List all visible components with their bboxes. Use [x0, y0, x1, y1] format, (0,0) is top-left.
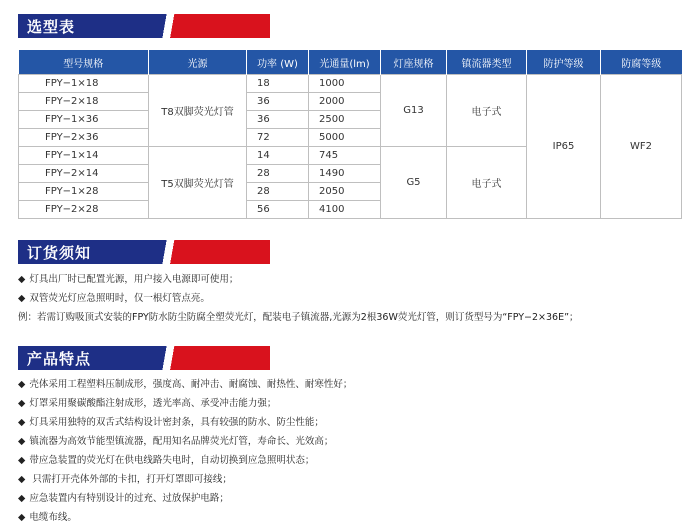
feature-text: 灯罩采用聚碳酸酯注射成形，透光率高、承受冲击能力强；	[29, 398, 277, 409]
cell-source: T8双脚荧光灯管	[149, 75, 247, 147]
list-item	[18, 489, 678, 508]
cell-protection: IP65	[527, 75, 601, 219]
cell-model: FPY−1×14	[19, 147, 149, 165]
list-item	[18, 451, 678, 470]
diamond-bullet-icon: ◆	[18, 379, 26, 390]
diamond-bullet-icon: ◆	[18, 417, 26, 428]
cell-anticorrosion: WF2	[601, 75, 682, 219]
feature-text: 只需打开壳体外部的卡扣，打开灯罩即可接线；	[29, 474, 232, 485]
cell-model: FPY−2×28	[19, 201, 149, 219]
table-row	[19, 75, 682, 93]
header-ballast: 镇流器类型	[447, 50, 527, 75]
cell-model: FPY−2×14	[19, 165, 149, 183]
feature-text: 镇流器为高效节能型镇流器，配用知名品牌荧光灯管，寿命长、光效高；	[29, 436, 334, 447]
cell-socket: G13	[381, 75, 447, 147]
cell-ballast: 电子式	[447, 75, 527, 147]
diamond-bullet-icon: ◆	[18, 436, 26, 447]
cell-power: 56	[247, 201, 309, 219]
header-model: 型号规格	[19, 50, 149, 75]
diamond-bullet-icon: ◆	[18, 293, 26, 304]
cell-model: FPY−2×18	[19, 93, 149, 111]
cell-socket: G5	[381, 147, 447, 219]
header-anticorrosion: 防腐等级	[601, 50, 682, 75]
list-item	[18, 470, 678, 489]
cell-flux: 2500	[309, 111, 381, 129]
cell-flux: 5000	[309, 129, 381, 147]
ordering-note-text: 灯具出厂时已配置光源，用户接入电源即可使用；	[29, 274, 239, 285]
header-power: 功率 (W)	[247, 50, 309, 75]
table-header-row	[19, 50, 682, 75]
cell-model: FPY−1×28	[19, 183, 149, 201]
ordering-notes	[18, 270, 678, 327]
list-item	[18, 394, 678, 413]
cell-power: 18	[247, 75, 309, 93]
cell-flux: 2050	[309, 183, 381, 201]
cell-model: FPY−1×36	[19, 111, 149, 129]
list-item	[18, 432, 678, 451]
diamond-bullet-icon: ◆	[18, 512, 26, 523]
section-banner-features	[18, 346, 270, 370]
ordering-note-text: 双管荧光灯应急照明时，仅一根灯管点亮。	[29, 293, 210, 304]
cell-power: 14	[247, 147, 309, 165]
diamond-bullet-icon: ◆	[18, 455, 26, 466]
feature-text: 灯具采用独特的双舌式结构设计密封条，具有较强的防水、防尘性能；	[29, 417, 324, 428]
feature-text: 电缆布线。	[29, 512, 77, 523]
spec-table	[18, 50, 682, 219]
cell-power: 28	[247, 165, 309, 183]
list-item	[18, 375, 678, 394]
cell-power: 28	[247, 183, 309, 201]
feature-text: 应急装置内有特别设计的过充、过放保护电路；	[29, 493, 229, 504]
section-title-selection: 选型表	[27, 18, 76, 36]
diamond-bullet-icon: ◆	[18, 398, 26, 409]
cell-flux: 4100	[309, 201, 381, 219]
section-title-features: 产品特点	[27, 350, 92, 368]
feature-text: 壳体采用工程塑料压制成形，强度高、耐冲击、耐腐蚀、耐热性、耐寒性好；	[29, 379, 353, 390]
section-banner-selection	[18, 14, 270, 38]
cell-power: 36	[247, 111, 309, 129]
cell-source: T5双脚荧光灯管	[149, 147, 247, 219]
ordering-example-text: 例：若需订购吸顶式安装的FPY防水防尘防腐全塑荧光灯，配装电子镇流器,光源为2根36W荧光灯管，则订货型号为“FPY−2×36E”；	[18, 312, 579, 323]
list-item	[18, 289, 678, 308]
diamond-bullet-icon: ◆	[18, 493, 26, 504]
cell-flux: 1490	[309, 165, 381, 183]
cell-flux: 1000	[309, 75, 381, 93]
header-protection: 防护等级	[527, 50, 601, 75]
cell-model: FPY−1×18	[19, 75, 149, 93]
section-title-ordering: 订货须知	[27, 244, 92, 262]
diamond-bullet-icon: ◆	[18, 474, 26, 485]
list-item	[18, 270, 678, 289]
ordering-example	[18, 308, 678, 327]
header-source: 光源	[149, 50, 247, 75]
cell-ballast: 电子式	[447, 147, 527, 219]
cell-power: 72	[247, 129, 309, 147]
cell-model: FPY−2×36	[19, 129, 149, 147]
features-list	[18, 375, 678, 527]
section-banner-ordering	[18, 240, 270, 264]
diamond-bullet-icon: ◆	[18, 274, 26, 285]
header-socket: 灯座规格	[381, 50, 447, 75]
list-item	[18, 508, 678, 527]
cell-flux: 745	[309, 147, 381, 165]
feature-text: 带应急装置的荧光灯在供电线路失电时，自动切换到应急照明状态；	[29, 455, 315, 466]
cell-flux: 2000	[309, 93, 381, 111]
cell-power: 36	[247, 93, 309, 111]
header-flux: 光通量(lm)	[309, 50, 381, 75]
list-item	[18, 413, 678, 432]
